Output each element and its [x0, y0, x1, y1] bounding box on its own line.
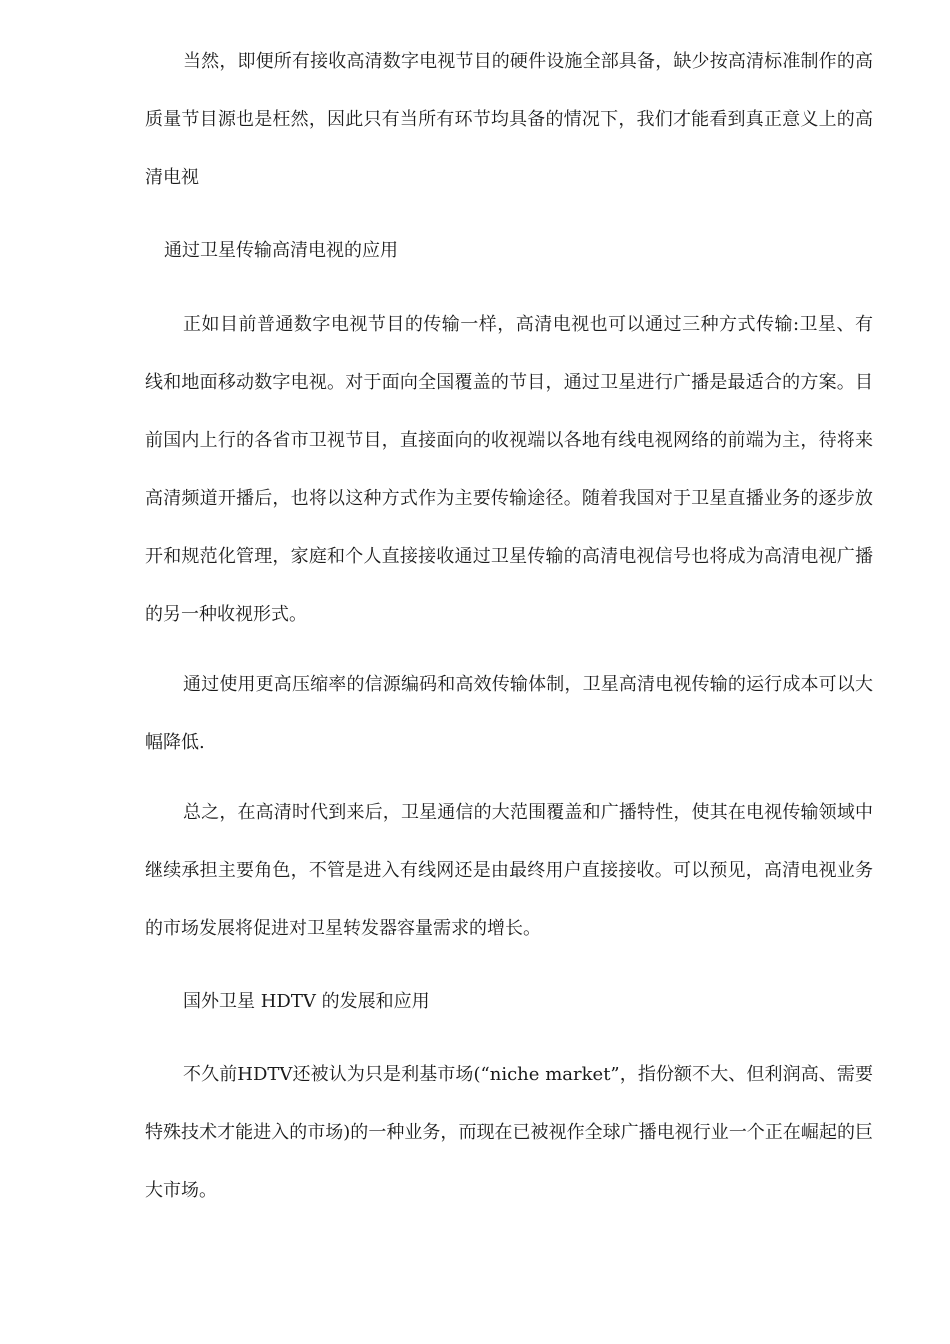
paragraph-transmission-methods: 正如目前普通数字电视节目的传输一样，高清电视也可以通过三种方式传输:卫星、有线和地面移动数字电视。对于面向全国覆盖的节目，通过卫星进行广播是最适合的方案。目前国内上行的各省市卫视节目，直接面向的收视端以各地有线电视网络的前端为主，待将来高清频道开播后，也将以这种方式作为主要传输途径。随着我国对于卫星直播业务的逐步放开和规范化管理，家庭和个人直接接收通过卫星传输的高清电视信号也将成为高清电视广播的另一种收视形式。: [145, 314, 873, 625]
paragraph-hd-content-requirement: 当然，即便所有接收高清数字电视节目的硬件设施全部具备，缺少按高清标准制作的高质量节目源也是枉然，因此只有当所有环节均具备的情况下，我们才能看到真正意义上的高清电视: [145, 51, 873, 188]
paragraph-cost-reduction: 通过使用更高压缩率的信源编码和高效传输体制，卫星高清电视传输的运行成本可以大幅降低.: [145, 674, 873, 753]
paragraph-summary: 总之，在高清时代到来后，卫星通信的大范围覆盖和广播特性，使其在电视传输领域中继续承担主要角色，不管是进入有线网还是由最终用户直接接收。可以预见，高清电视业务的市场发展将促进对卫星转发器容量需求的增长。: [145, 802, 873, 939]
section-heading-foreign-satellite-hdtv: 国外卫星 HDTV 的发展和应用: [183, 991, 430, 1012]
section-heading-satellite-hdtv-application: 通过卫星传输高清电视的应用: [164, 240, 398, 261]
paragraph-niche-market: 不久前HDTV还被认为只是利基市场(“niche market”，指份额不大、但利润高、需要特殊技术才能进入的市场)的一种业务，而现在已被视作全球广播电视行业一个正在崛起的巨大市场。: [145, 1064, 873, 1201]
